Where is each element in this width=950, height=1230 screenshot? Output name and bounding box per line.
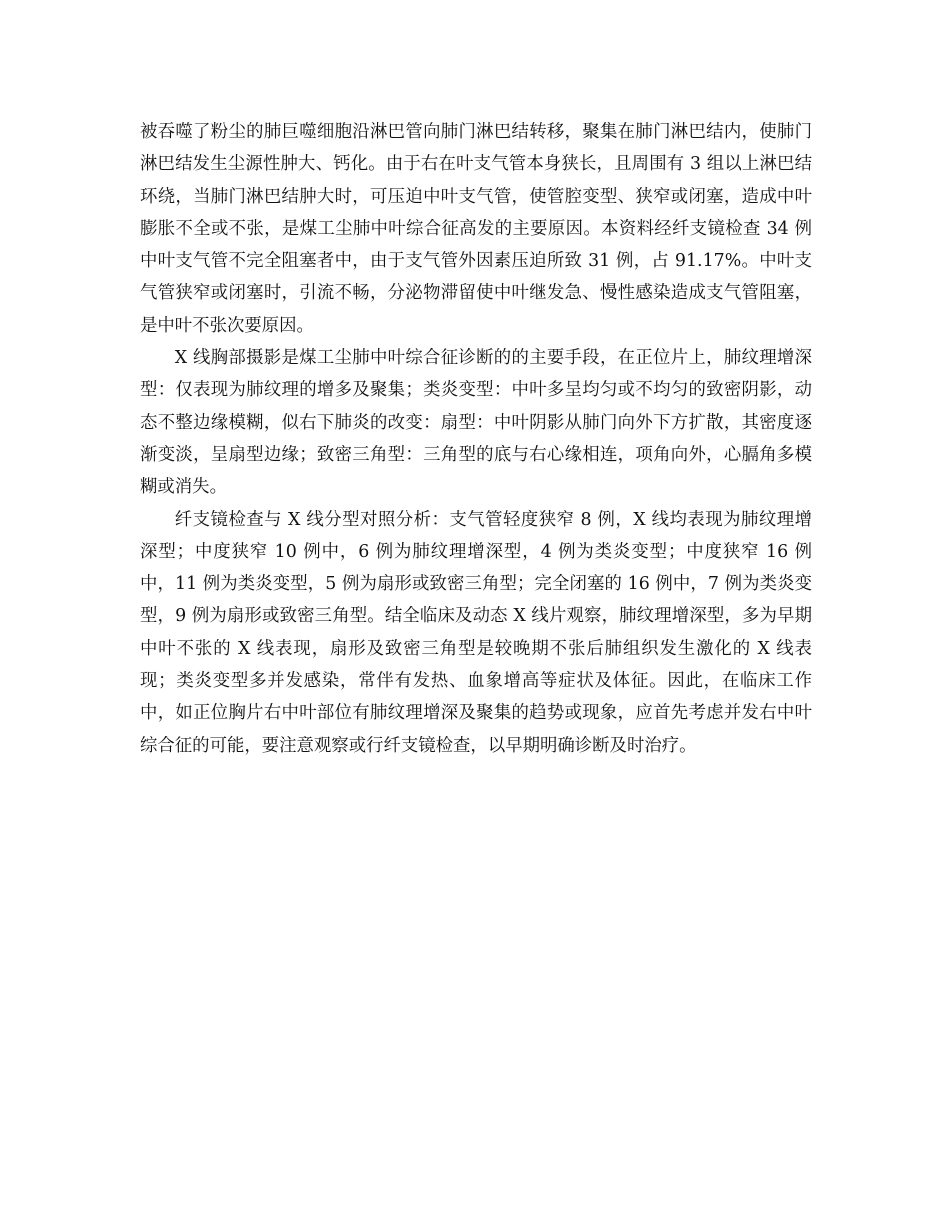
paragraph-2: X 线胸部摄影是煤工尘肺中叶综合征诊断的的主要手段，在正位片上，肺纹理增深型：仅表现为肺纹理的增多及聚集；类炎变型：中叶多呈均匀或不均匀的致密阴影，动态不整边缘模糊，似右下肺炎的改变：扇型：中叶阴影从肺门向外下方扩散，其密度逐渐变淡，呈扇型边缘；致密三角型：三角型的底与右心缘相连，项角向外，心膈角多模糊或消失。 — [140, 348, 812, 498]
document-body — [140, 116, 812, 762]
paragraph-3: 纤支镜检查与 X 线分型对照分析：支气管轻度狭窄 8 例，X 线均表现为肺纹理增深型；中度狭窄 10 例中，6 例为肺纹理增深型，4 例为类炎变型；中度狭窄 16 例中，11 例为类炎变型，5 例为扇形或致密三角型；完全闭塞的 16 例中，7 例为类炎变型，9 例为扇形或致密三角型。结全临床及动态 X 线片观察，肺纹理增深型，多为早期中叶不张的 X 线表现，扇形及致密三角型是较晚期不张后肺组织发生激化的 X 线表现；类炎变型多并发感染，常伴有发热、血象增高等症状及体征。因此，在临床工作中，如正位胸片右中叶部位有肺纹理增深及聚集的趋势或现象，应首先考虑并发右中叶综合征的可能，要注意观察或行纤支镜检查，以早期明确诊断及时治疗。 — [140, 509, 812, 756]
paragraph-1: 被吞噬了粉尘的肺巨噬细胞沿淋巴管向肺门淋巴结转移，聚集在肺门淋巴结内，使肺门淋巴结发生尘源性肿大、钙化。由于右在叶支气管本身狭长，且周围有 3 组以上淋巴结环绕，当肺门淋巴结肿大时，可压迫中叶支气管，使管腔变型、狭窄或闭塞，造成中叶膨胀不全或不张，是煤工尘肺中叶综合征高发的主要原因。本资料经纤支镜检查 34 例中叶支气管不完全阻塞者中，由于支气管外因素压迫所致 31 例，占 91.17%。中叶支气管狭窄或闭塞时，引流不畅，分泌物滞留使中叶继发急、慢性感染造成支气管阻塞，是中叶不张次要原因。 — [140, 122, 812, 336]
